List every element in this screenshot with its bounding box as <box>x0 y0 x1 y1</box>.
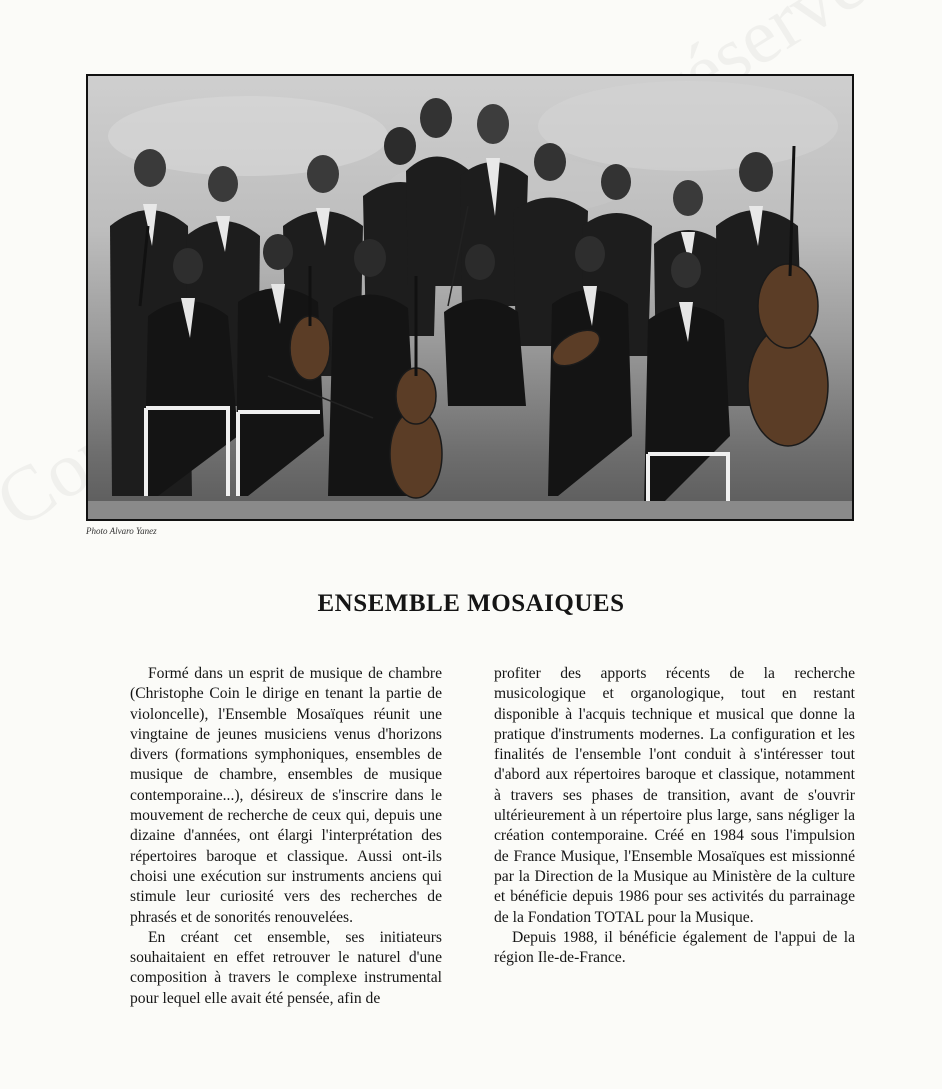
paragraph: profiter des apports récents de la recherche musicologique et organologique, tout en restant disponible à l'acquis technique et musical que donne la pratique d'instruments modernes. La configuration et les finalités de l'ensemble l'ont conduit à s'intéresser tout d'abord aux répertoires baroque et classique, notamment à travers ses phases de transition, avant de s'ouvrir ultérieurement à un répertoire plus large, sans négliger la création contemporaine. Créé en 1984 sous l'impulsion de France Musique, l'Ensemble Mosaïques est missionné par la Direction de la Musique au Ministère de la culture et bénéficie depuis 1986 pour ses activités du parrainage de la Fondation TOTAL pour la Musique. <box>494 665 855 926</box>
paragraph: Formé dans un esprit de musique de chambre (Christophe Coin le dirige en tenant la partie de violoncelle), l'Ensemble Mosaïques réunit une vingtaine de jeunes musiciens venus d'horizons divers (formations symphoniques, ensembles de musique de chambre, ensembles de musique contemporaine...), désireux de s'inscrire dans le mouvement de recherche de ceux qui, depuis une dizaine d'années, ont élargi l'interprétation des répertoires baroque et classique. Aussi ont-ils choisi une exécution sur instruments anciens qui stimule leur curiosité vers des recherches de phrasés et de sonorités renouvelées. <box>130 665 442 926</box>
text-column-right <box>494 664 855 968</box>
article-title: ENSEMBLE MOSAIQUES <box>317 590 625 617</box>
photo-credit: Photo Alvaro Yanez <box>86 526 157 536</box>
paragraph: En créant cet ensemble, ses initiateurs souhaitaient en effet retrouver le naturel d'une composition à travers le complexe instrumental pour lequel elle avait été pensée, afin de <box>130 928 442 1007</box>
text-column-left <box>130 664 442 1009</box>
group-photo <box>86 74 854 521</box>
musicians-illustration <box>88 76 852 519</box>
paragraph: Depuis 1988, il bénéficie également de l'appui de la région Ile-de-France. <box>494 928 855 967</box>
